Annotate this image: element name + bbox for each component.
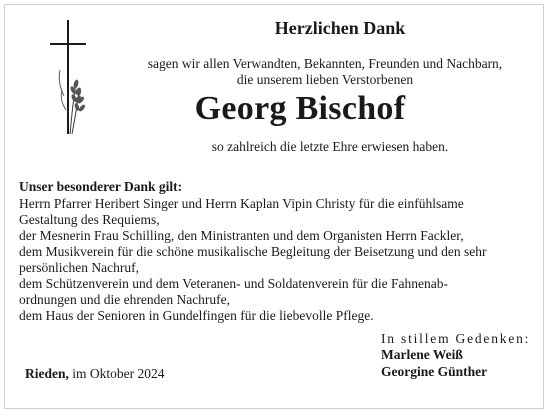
thanks-line: dem Haus der Senioren in Gundelfingen für die liebevolle Pflege. <box>19 308 374 323</box>
signer-name: Marlene Weiß <box>381 347 463 362</box>
heading: Herzlichen Dank <box>274 18 406 38</box>
signer-name: Georgine Günther <box>381 364 488 379</box>
intro-line: die unserem lieben Verstorbenen <box>236 72 414 87</box>
thanks-line: Herrn Pfarrer Heribert Singer und Herrn Kaplan Vipin Christy für die einfühlsame <box>19 196 464 211</box>
place: Rieden, <box>25 366 69 381</box>
thanks-line: ordnungen und die ehrenden Nachrufe, <box>19 292 231 307</box>
intro-text <box>110 56 540 88</box>
cross-with-wheat-icon <box>46 18 90 136</box>
thanks-line: persönlichen Nachruf, <box>19 260 139 275</box>
special-thanks-list <box>19 196 539 324</box>
thanks-line: dem Schützenverein und dem Veteranen- und Soldatenverein für die Fahnenab- <box>19 276 448 291</box>
thanks-line: Gestaltung des Requiems, <box>19 212 160 227</box>
closing-label: In stillem Gedenken: <box>381 331 531 346</box>
outro-text: so zahlreich die letzte Ehre erwiesen haben. <box>211 139 449 154</box>
thanks-line: der Mesnerin Frau Schilling, den Ministranten und dem Organisten Herrn Fackler, <box>19 228 464 243</box>
deceased-name: Georg Bischof <box>194 90 406 127</box>
thanks-line: dem Musikverein für die schöne musikalische Begleitung der Beisetzung und den sehr <box>19 244 487 259</box>
intro-line: sagen wir allen Verwandten, Bekannten, Freunden und Nachbarn, <box>147 56 503 71</box>
date: im Oktober 2024 <box>68 366 165 381</box>
special-thanks-title: Unser besonderer Dank gilt: <box>19 179 183 194</box>
place-date <box>25 366 165 382</box>
